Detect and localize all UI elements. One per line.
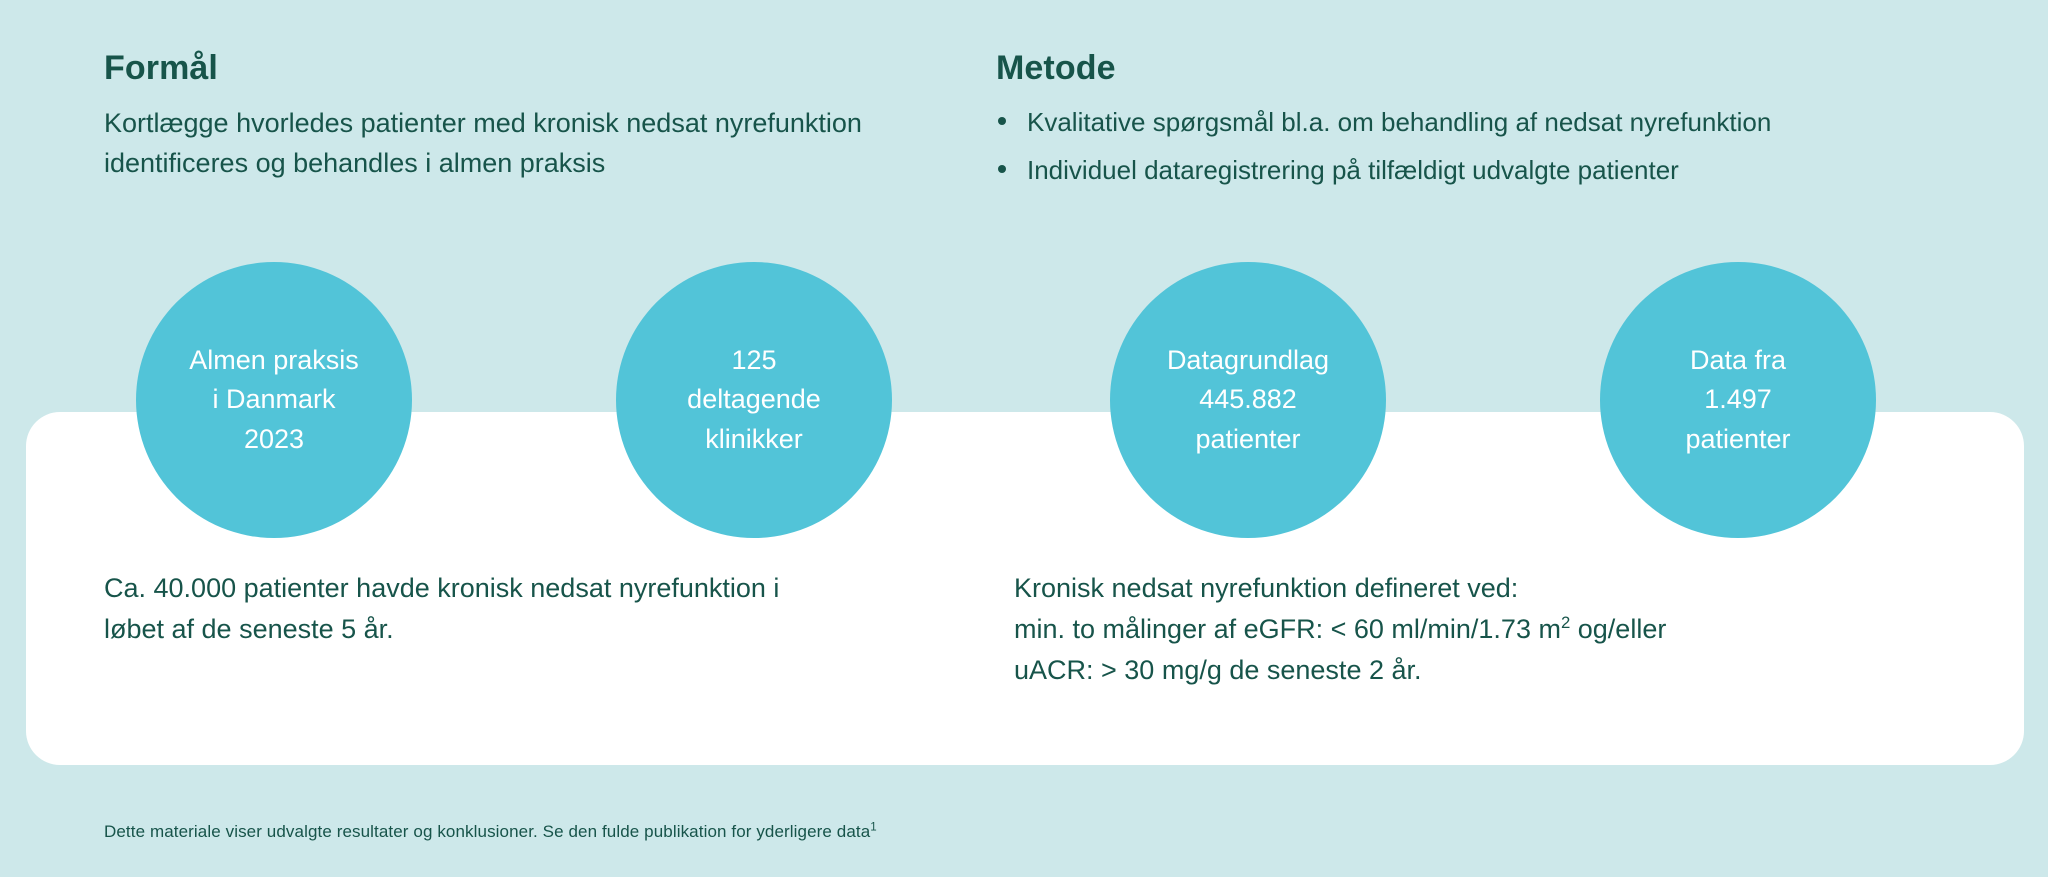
stat-circle-almen-praksis: [136, 262, 412, 538]
method-bullet-label: Kvalitative spørgsmål bl.a. om behandling af nedsat nyrefunktion: [1027, 107, 1772, 138]
method-bullet-label: Individuel dataregistrering på tilfældigt udvalgte patienter: [1027, 154, 1679, 185]
stat-line-3: patienter: [1195, 423, 1301, 454]
list-item: [996, 152, 1936, 189]
egfr-definition-prefix: min. to målinger af eGFR: < 60 ml/min/1.73 m: [1014, 614, 1561, 645]
stat-line-2: deltagende: [687, 384, 821, 415]
card-left-line-2: løbet af de seneste 5 år.: [104, 614, 394, 645]
stat-line-3: klinikker: [705, 423, 803, 454]
footnote: [104, 822, 877, 842]
card-right-text: [1014, 568, 1944, 691]
egfr-unit-superscript: 2: [1560, 613, 1571, 633]
stat-line-1: Datagrundlag: [1166, 344, 1330, 375]
purpose-title: Formål: [104, 49, 218, 87]
stat-line-2: 445.882: [1199, 384, 1297, 415]
method-bullet-list: [996, 104, 1936, 189]
stat-line-3: patienter: [1685, 423, 1791, 454]
stat-circle-deltagende-klinikker: [616, 262, 892, 538]
card-right-line-3: uACR: > 30 mg/g de seneste 2 år.: [1014, 655, 1422, 686]
stat-line-2: i Danmark: [212, 384, 336, 415]
stat-circle-data-fra: [1600, 262, 1876, 538]
list-item: [996, 104, 1936, 141]
stat-line-1: Almen praksis: [189, 344, 359, 375]
purpose-description: Kortlægge hvorledes patienter med kronisk nedsat nyrefunktion identificeres og behandles i almen praksis: [104, 108, 862, 179]
method-column: [996, 48, 1936, 199]
purpose-column: [104, 48, 944, 184]
bullet-dot-icon: [998, 117, 1006, 125]
card-right-line-1: Kronisk nedsat nyrefunktion defineret ved:: [1014, 573, 1519, 603]
footnote-text: Dette materiale viser udvalgte resultater og konklusioner. Se den fulde publikation for yderligere data: [104, 822, 871, 841]
card-left-line-1: Ca. 40.000 patienter havde kronisk nedsat nyrefunktion i: [104, 573, 780, 603]
footnote-reference-marker: 1: [870, 821, 877, 834]
bullet-dot-icon: [998, 165, 1006, 173]
egfr-definition-suffix: og/eller: [1570, 614, 1667, 645]
stat-line-3: 2023: [243, 423, 305, 454]
stat-line-2: 1.497: [1704, 384, 1772, 415]
method-title: Metode: [996, 49, 1116, 87]
card-right-line-2: [1014, 609, 1944, 650]
card-left-text: [104, 568, 934, 650]
stat-circle-datagrundlag: [1110, 262, 1386, 538]
stat-line-1: 125: [731, 344, 777, 375]
stat-line-1: Data fra: [1689, 344, 1787, 375]
